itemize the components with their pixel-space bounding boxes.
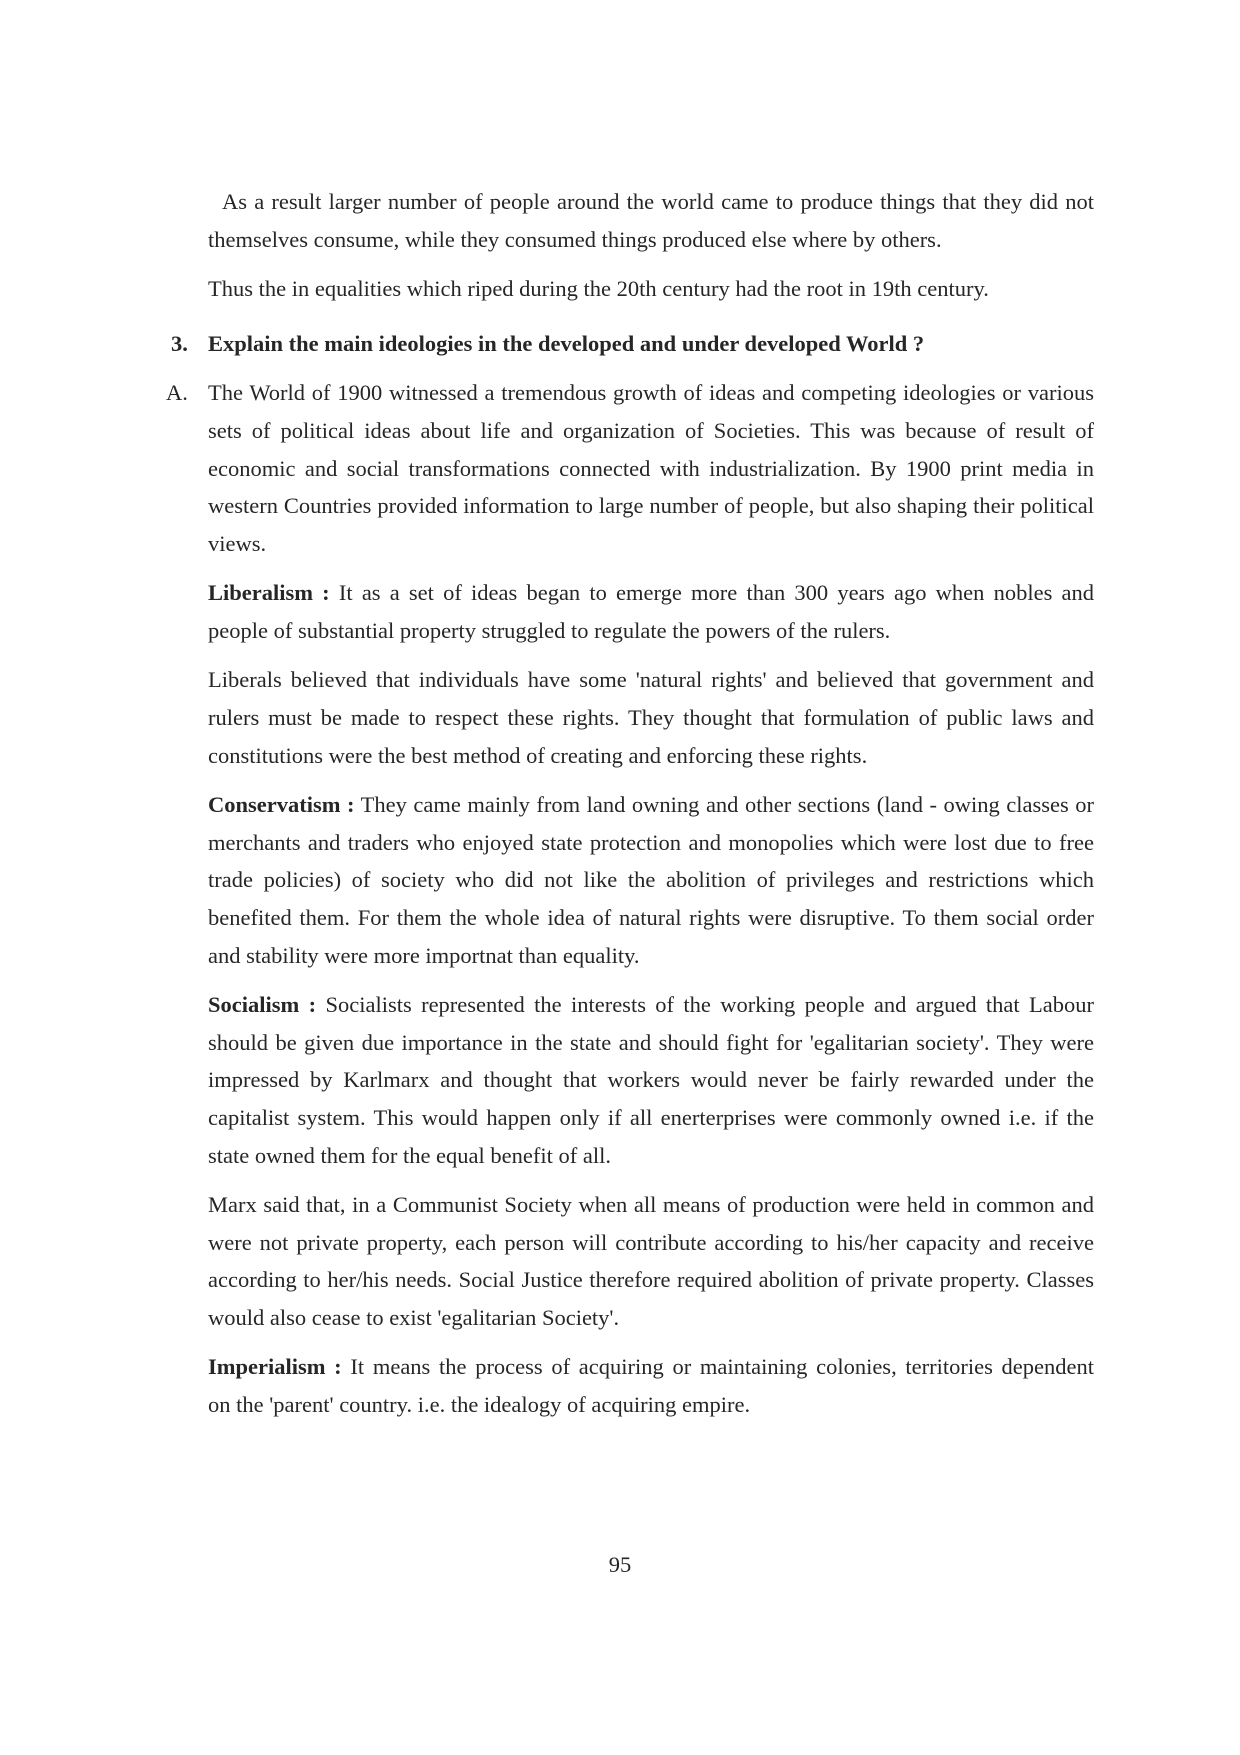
paragraph-line: capitalist system. This would happen only if all enerterprises were commonly owned i.e. if the [208, 1104, 1094, 1130]
line-text: They came mainly from land owning and other sections (land - owing classes or [360, 791, 1095, 817]
question-number: 3. [171, 330, 188, 356]
line-text: It means the process of acquiring or maintaining colonies, territories dependent [350, 1354, 1095, 1380]
paragraph [208, 661, 1094, 774]
section-term: Socialism : [208, 991, 317, 1017]
page-body [166, 183, 1095, 1435]
paragraph-line [208, 986, 1094, 1024]
paragraph-line: themselves consume, while they consumed things produced else where by others. [208, 226, 942, 252]
line-text: It as a set of ideas began to emerge more than 300 years ago when nobles and [338, 580, 1095, 606]
paragraph-line: rulers must be made to respect these rights. They thought that formulation of public laws and [208, 704, 1094, 730]
paragraph-line: Marx said that, in a Communist Society when all means of production were held in common and [208, 1191, 1094, 1217]
paragraph-line: impressed by Karlmarx and thought that workers would never be fairly rewarded under the [208, 1067, 1094, 1093]
page-number: 95 [608, 1552, 632, 1577]
paragraph-line: merchants and traders who enjoyed state protection and monopolies which were lost due to free [208, 829, 1094, 855]
paragraph-line: benefited them. For them the whole idea of natural rights were disruptive. To them social order [208, 904, 1094, 930]
paragraph-line: economic and social transformations connected with industrialization. By 1900 print media in [208, 455, 1094, 481]
paragraph-line: Thus the in equalities which riped during the 20th century had the root in 19th century. [208, 276, 989, 301]
imperialism-paragraph [208, 1348, 1094, 1423]
line-text: Socialists represented the interests of the working people and argued that Labour [325, 991, 1094, 1017]
paragraph-line: were not private property, each person will contribute according to his/her capacity and receive [208, 1229, 1094, 1255]
section-term: Imperialism : [208, 1354, 342, 1380]
paragraph-line [208, 574, 1094, 612]
paragraph-line: people of substantial property struggled to regulate the powers of the rulers. [208, 617, 891, 643]
paragraph-line: The World of 1900 witnessed a tremendous growth of ideas and competing ideologies or various [208, 380, 1094, 406]
section-term: Conservatism : [208, 791, 355, 817]
answer-label: A. [166, 380, 188, 406]
paragraph-line: should be given due importance in the state and should fight for 'egalitarian society'. They were [208, 1029, 1094, 1055]
question-heading [171, 325, 1094, 363]
paragraph-line: sets of political ideas about life and organization of Societies. This was because of result of [208, 417, 1094, 443]
question-text: Explain the main ideologies in the developed and under developed World ? [208, 330, 925, 356]
paragraph-line: Liberals believed that individuals have some 'natural rights' and believed that government and [208, 667, 1094, 693]
paragraph-line: As a result larger number of people around the world came to produce things that they did not [222, 189, 1094, 214]
paragraph-line: on the 'parent' country. i.e. the idealogy of acquiring empire. [208, 1391, 751, 1417]
paragraph-line [208, 786, 1094, 824]
paragraph-line: would also cease to exist 'egalitarian Society'. [208, 1304, 620, 1330]
paragraph [208, 1186, 1094, 1337]
paragraph-line: views. [208, 530, 267, 556]
paragraph-line: according to her/his needs. Social Justice therefore required abolition of private property. Classes [208, 1267, 1094, 1293]
liberalism-paragraph [208, 574, 1094, 649]
paragraph-line: state owned them for the equal benefit of all. [208, 1142, 611, 1168]
conservatism-paragraph [208, 786, 1094, 974]
paragraph-line: trade policies) of society who did not like the abolition of privileges and restrictions which [208, 867, 1094, 893]
section-term: Liberalism : [208, 580, 330, 606]
paragraph-line [208, 1348, 1094, 1386]
answer-paragraph [166, 374, 1094, 562]
paragraph [208, 270, 1094, 308]
paragraph [208, 183, 1094, 258]
socialism-paragraph [208, 986, 1094, 1174]
paragraph-line: constitutions were the best method of creating and enforcing these rights. [208, 742, 868, 768]
paragraph-line: western Countries provided information to large number of people, but also shaping their political [208, 493, 1094, 519]
paragraph-line: and stability were more importnat than equality. [208, 942, 640, 968]
